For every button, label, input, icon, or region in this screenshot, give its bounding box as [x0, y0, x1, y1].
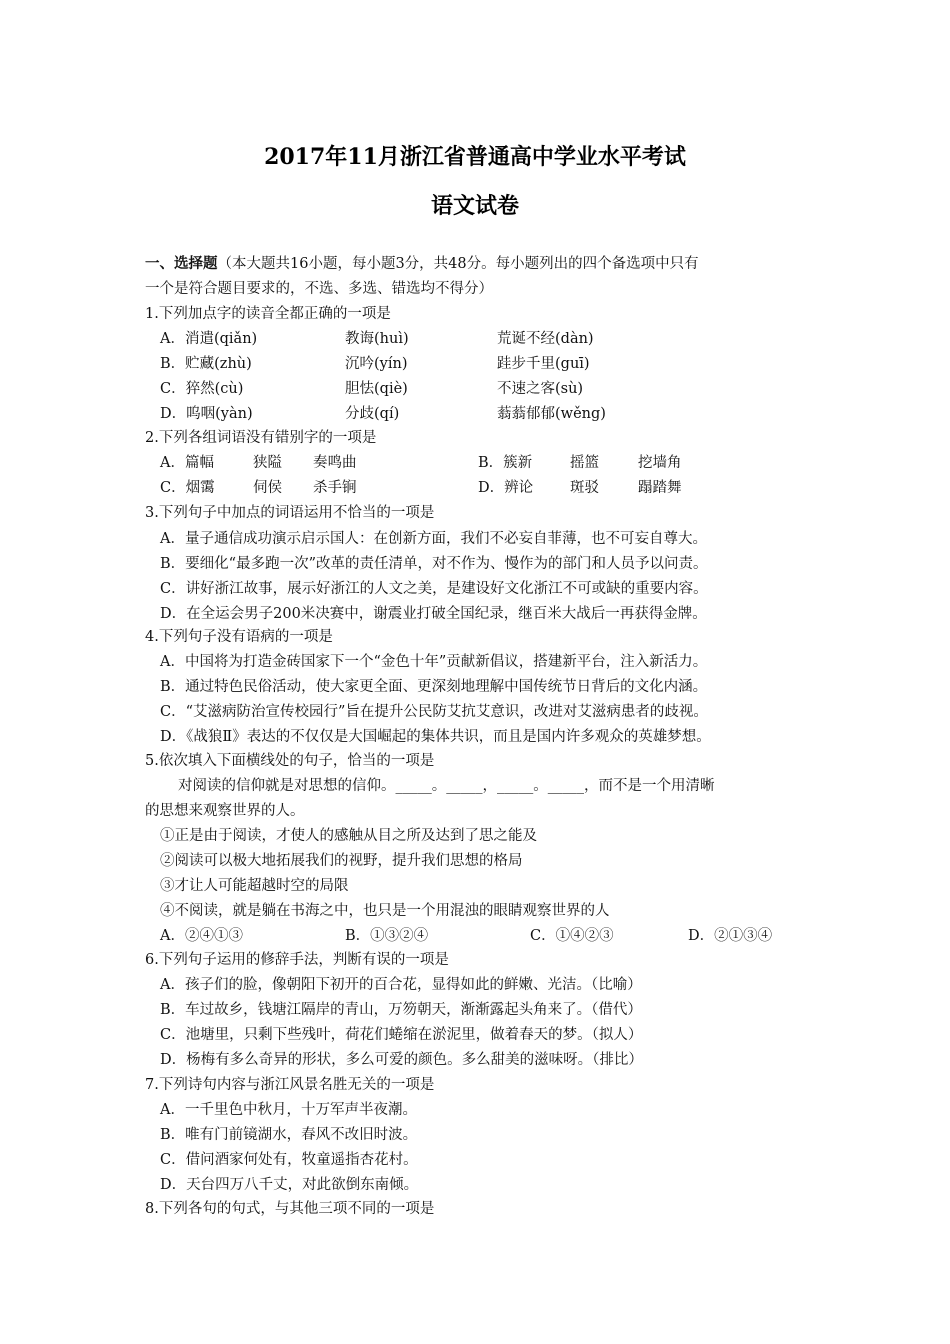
question-3-stem: 3.下列句子中加点的词语运用不恰当的一项是 — [145, 505, 435, 521]
q2-option-c-3: 杀手锏 — [313, 480, 357, 496]
q4-option-b: B．通过特色民俗活动，使大家更全面、更深刻地理解中国传统节日背后的文化内涵。 — [160, 679, 708, 695]
question-4-stem: 4.下列句子没有语病的一项是 — [145, 629, 333, 645]
q3-option-b: B．要细化“最多跑一次”改革的责任清单，对不作为、慢作为的部门和人员予以问责。 — [160, 556, 708, 572]
q6-option-c: C．池塘里，只剩下些残叶，荷花们蜷缩在淤泥里，做着春天的梦。（拟人） — [160, 1027, 643, 1043]
q5-sentence-4: ④不阅读，就是躺在书海之中，也只是一个用混浊的眼睛观察世界的人 — [160, 903, 610, 919]
q1-option-b-2: 沉吟(yín) — [345, 356, 408, 372]
q3-option-a: A．量子通信成功演示启示国人：在创新方面，我们不必妄自菲薄，也不可妄自尊大。 — [160, 531, 707, 547]
q6-option-d: D．杨梅有多么奇异的形状，多么可爱的颜色。多么甜美的滋味呀。（排比） — [160, 1052, 643, 1068]
q5-sentence-3: ③才让人可能超越时空的局限 — [160, 878, 349, 894]
section-instructions-cont: 一个是符合题目要求的，不选、多选、错选均不得分） — [145, 281, 493, 297]
q1-option-d-1: D．呜咽(yàn) — [160, 406, 253, 422]
q1-option-a-3: 荒诞不经(dàn) — [497, 331, 594, 347]
q3-option-d: D．在全运会男子200米决赛中，谢震业打破全国纪录，继百米大战后一再获得金牌。 — [160, 606, 707, 622]
q1-option-a-2: 教诲(huì) — [345, 331, 409, 347]
q4-option-a: A．中国将为打造金砖国家下一个“金色十年”贡献新倡议，搭建新平台，注入新活力。 — [160, 654, 708, 670]
q1-option-b-3: 跬步千里(guī) — [497, 356, 590, 372]
q7-option-d: D．天台四万八千丈，对此欲倒东南倾。 — [160, 1177, 419, 1193]
q1-option-c-2: 胆怯(qiè) — [345, 381, 408, 397]
q1-option-c-3: 不速之客(sù) — [497, 381, 584, 397]
exam-title: 2017年11月浙江省普通高中学业水平考试 — [264, 144, 686, 170]
q2-option-a-1: A．篇幅 — [160, 455, 214, 471]
q5-option-b: B．①③②④ — [345, 928, 429, 944]
section-header — [145, 255, 699, 273]
section-title: 一、选择题 — [145, 255, 218, 272]
q1-option-c-1: C．猝然(cù) — [160, 381, 244, 397]
q2-option-b-1: B．簇新 — [478, 455, 533, 471]
q2-option-a-3: 奏鸣曲 — [313, 455, 357, 471]
q5-sentence-2: ②阅读可以极大地拓展我们的视野，提升我们思想的格局 — [160, 853, 523, 869]
q1-option-b-1: B．贮藏(zhù) — [160, 356, 252, 372]
question-1-stem: 1.下列加点字的读音全都正确的一项是 — [145, 306, 391, 322]
question-5-stem: 5.依次填入下面横线处的句子，恰当的一项是 — [145, 753, 435, 769]
q5-option-a: A．②④①③ — [160, 928, 243, 944]
q7-option-b: B．唯有门前镜湖水，春风不改旧时波。 — [160, 1127, 418, 1143]
q5-option-c: C．①④②③ — [530, 928, 614, 944]
q7-option-c: C．借问酒家何处有，牧童遥指杏花村。 — [160, 1152, 418, 1168]
q6-option-a: A．孩子们的脸，像朝阳下初开的百合花，显得如此的鲜嫩、光洁。（比喻） — [160, 977, 642, 993]
q4-option-c: C．“艾滋病防治宣传校园行”旨在提升公民防艾抗艾意识，改进对艾滋病患者的歧视。 — [160, 704, 708, 720]
q2-option-b-2: 摇篮 — [570, 455, 599, 471]
q5-passage-line-2: 的思想来观察世界的人。 — [145, 803, 305, 819]
q7-option-a: A．一千里色中秋月，十万军声半夜潮。 — [160, 1102, 417, 1118]
q5-passage-line-1: 对阅读的信仰就是对思想的信仰。_____。_____，_____。_____，而不是一个用清晰 — [178, 778, 715, 794]
question-6-stem: 6.下列句子运用的修辞手法，判断有误的一项是 — [145, 952, 449, 968]
q2-option-d-1: D．辨论 — [478, 480, 534, 496]
q2-option-d-2: 斑驳 — [570, 480, 599, 496]
q1-option-d-2: 分歧(qí) — [345, 406, 400, 422]
q2-option-c-2: 伺侯 — [253, 480, 282, 496]
question-2-stem: 2.下列各组词语没有错别字的一项是 — [145, 430, 377, 446]
q2-option-a-2: 狭隘 — [253, 455, 282, 471]
q6-option-b: B．车过故乡，钱塘江隔岸的青山，万笏朝天，渐渐露起头角来了。（借代） — [160, 1002, 642, 1018]
q5-sentence-1: ①正是由于阅读，才使人的感触从目之所及达到了思之能及 — [160, 828, 537, 844]
question-8-stem: 8.下列各句的句式，与其他三项不同的一项是 — [145, 1201, 435, 1217]
question-7-stem: 7.下列诗句内容与浙江风景名胜无关的一项是 — [145, 1077, 435, 1093]
q3-option-c: C．讲好浙江故事，展示好浙江的人文之美，是建设好文化浙江不可或缺的重要内容。 — [160, 581, 708, 597]
q1-option-a-1: A．消遣(qiǎn) — [160, 331, 258, 347]
q5-option-d: D．②①③④ — [688, 928, 773, 944]
exam-subtitle: 语文试卷 — [430, 193, 519, 219]
q2-option-d-3: 蹋踏舞 — [638, 480, 682, 496]
q2-option-c-1: C．烟霭 — [160, 480, 215, 496]
q2-option-b-3: 挖墙角 — [638, 455, 682, 471]
section-instructions: （本大题共16小题，每小题3分，共48分。每小题列出的四个备选项中只有 — [217, 256, 699, 272]
q1-option-d-3: 蓊蓊郁郁(wěng) — [497, 406, 606, 422]
q4-option-d: D．《战狼Ⅱ》表达的不仅仅是大国崛起的集体共识，而且是国内许多观众的英雄梦想。 — [160, 729, 711, 745]
